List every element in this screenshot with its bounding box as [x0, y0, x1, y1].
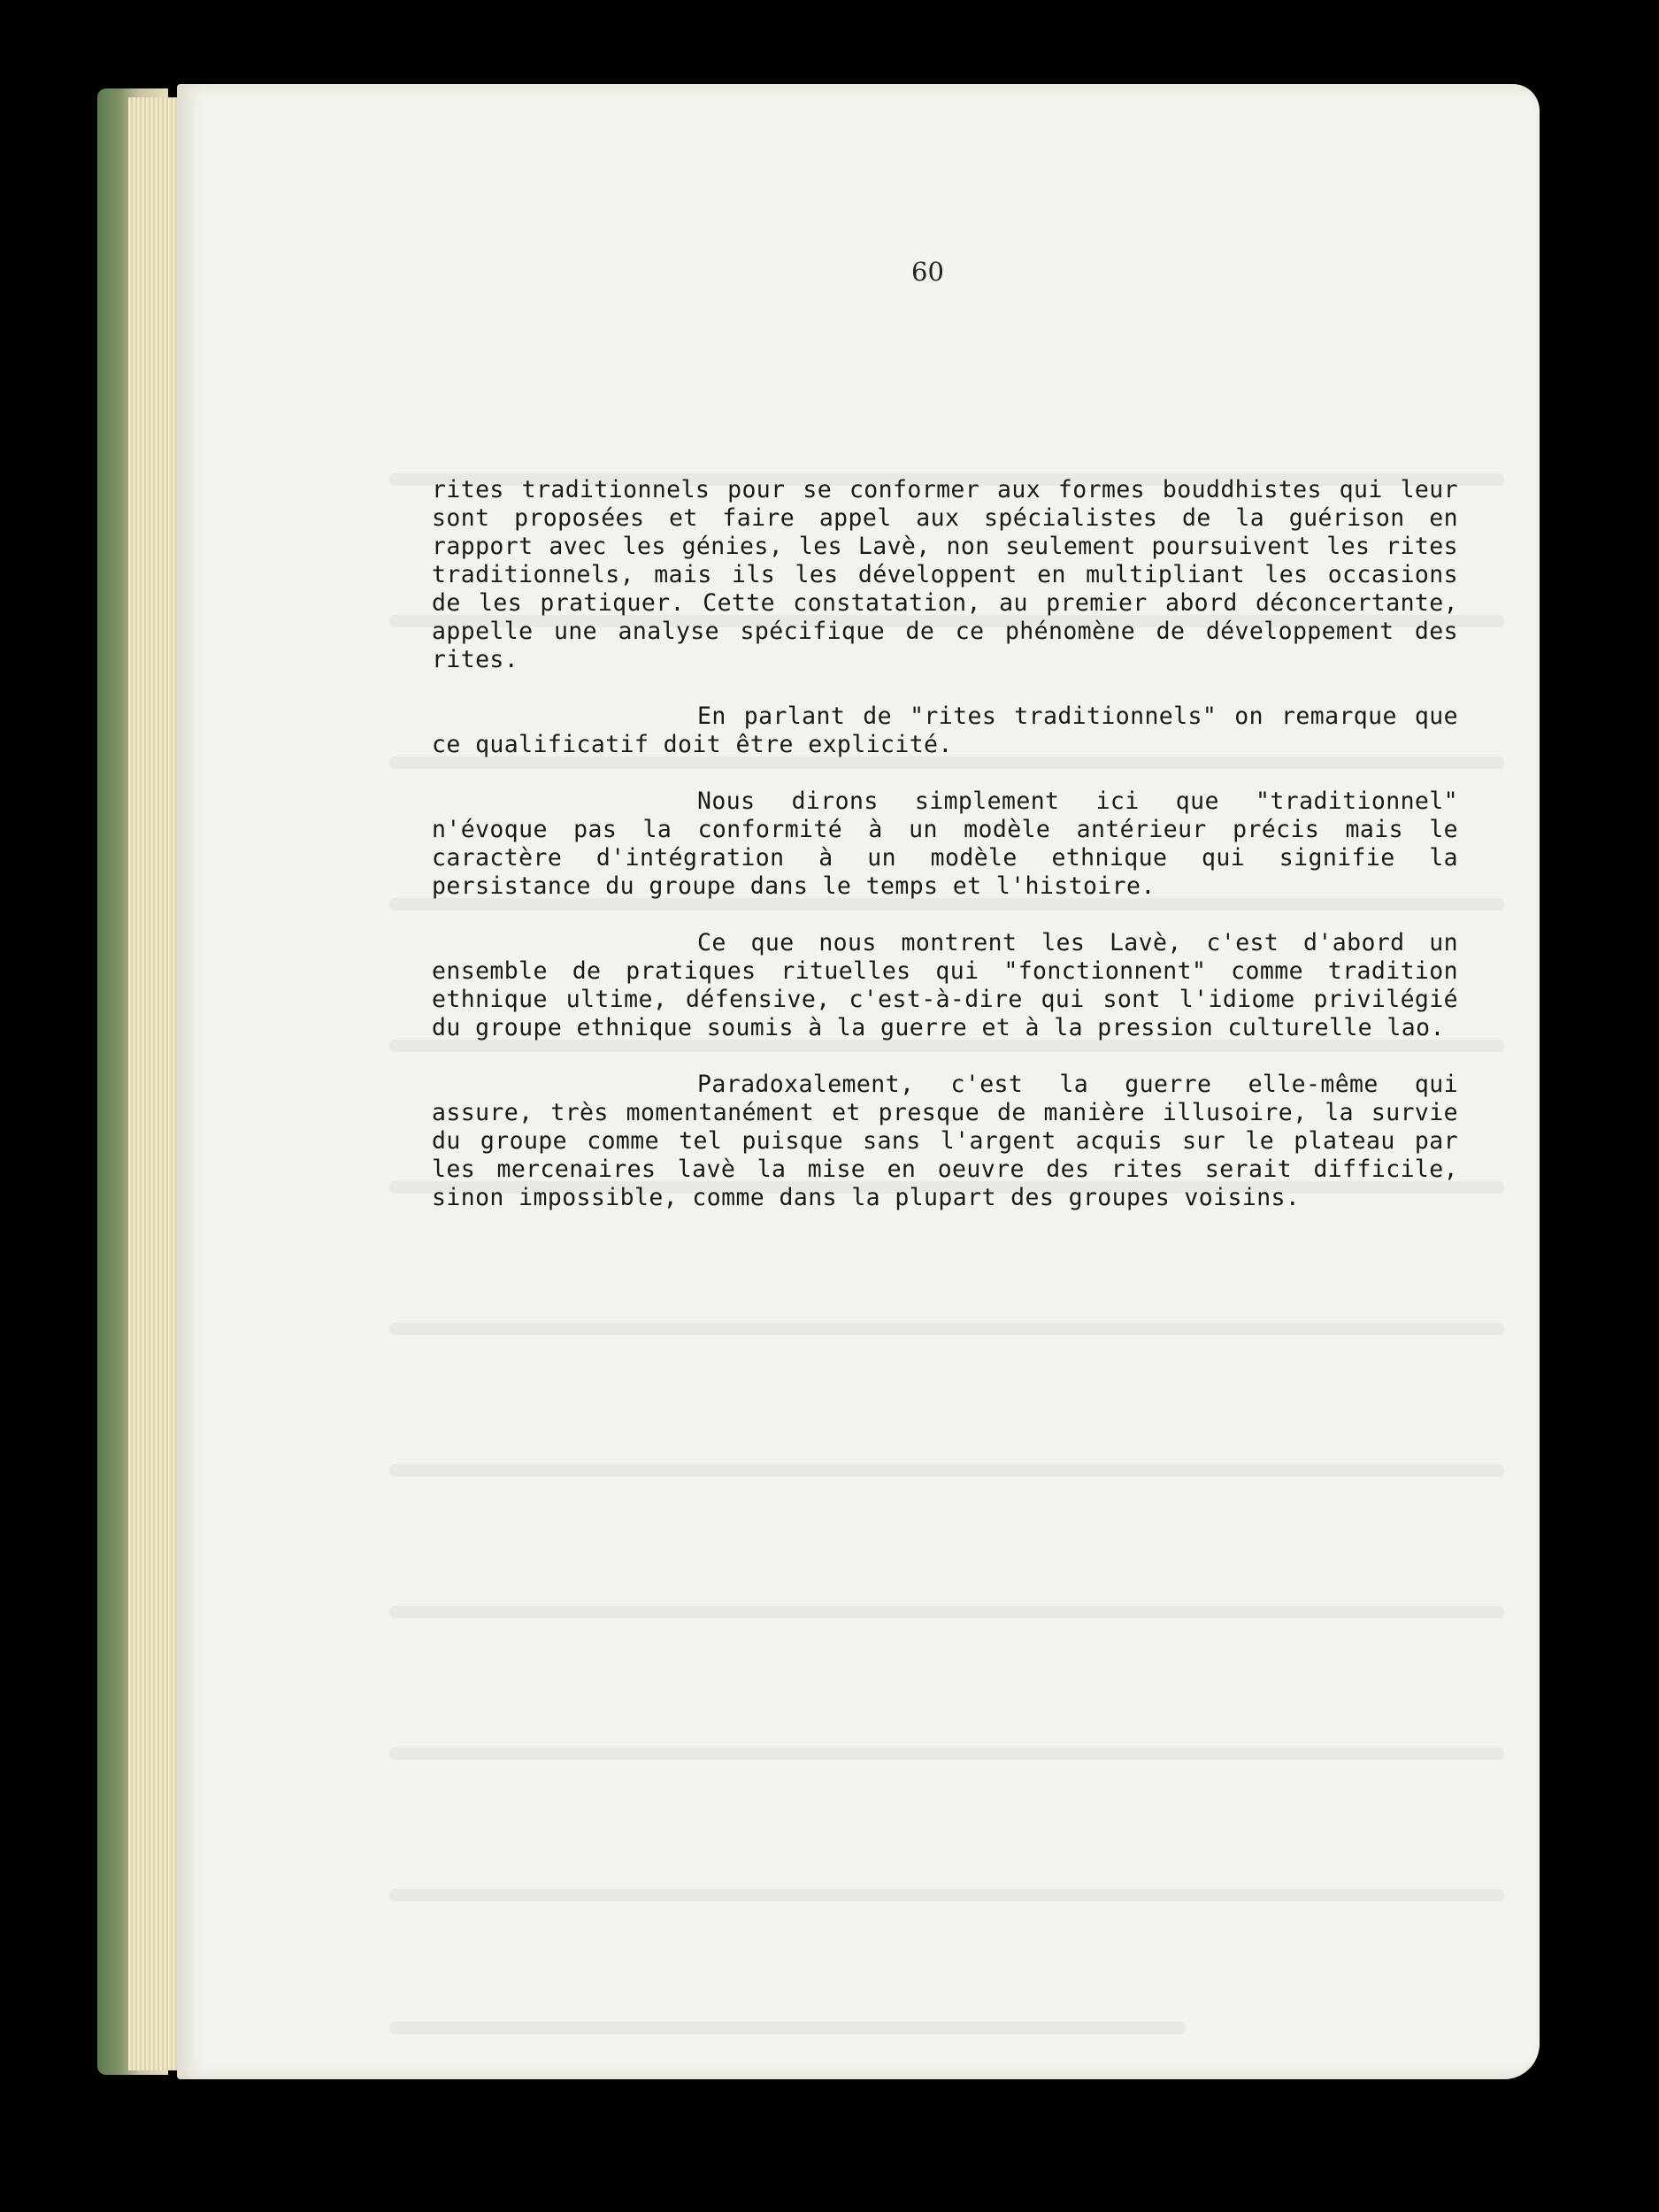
page-number: 60 — [911, 257, 944, 287]
paragraph: Nous dirons simplement ici que "traditionnel" n'évoque pas la conformité à un modèle antérieur précis mais le caractère d'intégration à un modèle ethnique qui signifie la persistance du groupe dans le temps et l'histoire. — [432, 787, 1458, 900]
paragraph: Paradoxalement, c'est la guerre elle-même qui assure, très momentanément et presque de manière illusoire, la survie du groupe comme tel puisque sans l'argent acquis sur le plateau par les mercenaires lavè la mise en oeuvre des rites serait difficile, sinon impossible, comme dans la plupart des groupes voisins. — [432, 1071, 1458, 1211]
body-text — [432, 476, 1458, 1240]
paragraph: En parlant de "rites traditionnels" on remarque que ce qualificatif doit être explicité. — [432, 703, 1458, 758]
paragraph: rites traditionnels pour se conformer aux formes bouddhistes qui leur sont proposées et faire appel aux spécialistes de la guérison en rapport avec les génies, les Lavè, non seulement poursuivent les rites traditionnels, mais ils les développent en multipliant les occasions de les pratiquer. Cette constatation, au premier abord déconcertante, appelle une analyse spécifique de ce phénomène de développement des rites. — [432, 476, 1458, 673]
paragraph: Ce que nous montrent les Lavè, c'est d'abord un ensemble de pratiques rituelles qui "fonctionnent" comme tradition ethnique ultime, défensive, c'est-à-dire qui sont l'idiome privilégié du groupe ethnique soumis à la guerre et à la pression culturelle lao. — [432, 929, 1458, 1041]
